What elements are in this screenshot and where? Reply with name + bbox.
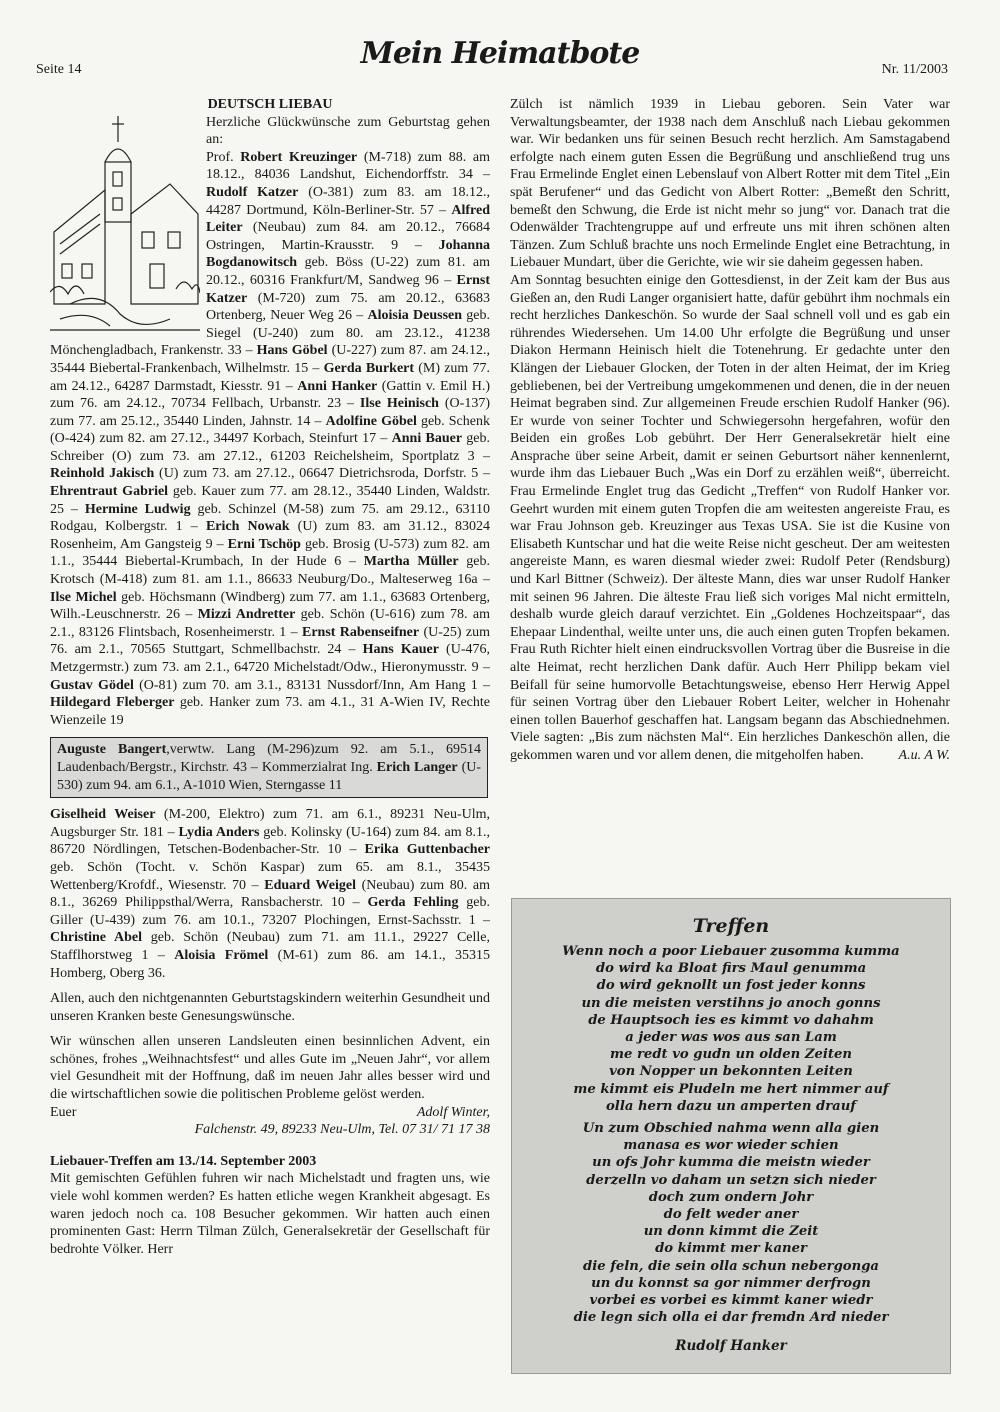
poem-line: do kimmt mer kaner <box>655 1241 807 1257</box>
poem-line: doch zum ondern Johr <box>648 1189 814 1205</box>
person-name: Ernst Rabenseifner <box>301 624 420 640</box>
greeting-text: Wir wünschen allen unseren Landsleuten einen besinnlichen Advent, ein schönes, frohes „Weihnachtsfest“ und alles Gute im „Neuen Jahr“, vor allem viel Gesundheit mit der Hoffnung, daß im neuen Jahr alles besser wird und die wirtschaftlichen sowie die politischen Probleme gelöst werden. <box>50 1034 490 1103</box>
poem-line: de Hauptsoch ies es kimmt vo dahahm <box>588 1012 874 1028</box>
page-number: Seite 14 <box>36 62 82 77</box>
poem-line: die feln, die sein olla schun nebergonga <box>583 1258 879 1274</box>
person-name: Alfred Leiter <box>206 202 490 236</box>
signature-line <box>50 1104 490 1122</box>
poem-line: derzelln vo daham un setzn sich nieder <box>586 1172 876 1188</box>
poem-line: un donn kimmt die Zeit <box>643 1224 819 1240</box>
person-name: Gerda Burkert <box>323 360 415 376</box>
signature-address: Falchenstr. 49, 89233 Neu-Ulm, Tel. 07 31/ 71 17 38 <box>194 1122 490 1138</box>
person-name: Giselheid Weiser <box>50 807 156 823</box>
person-name: Johanna Bogdanowitsch <box>206 237 490 271</box>
person-name: Adolfine Göbel <box>325 413 417 429</box>
person-name: Gerda Fehling <box>367 895 459 911</box>
signature-euer: Euer <box>50 1104 77 1120</box>
masthead-logo: Mein Heimatbote <box>360 36 640 71</box>
poem-line: un die meisten verstihns jo anoch gonns <box>581 995 881 1011</box>
section-title: DEUTSCH LIEBAU <box>207 97 333 112</box>
meeting-text: Mit gemischten Gefühlen fuhren wir nach Michelstadt und fragten uns, wie viele wohl kommen werden? Es hatten etliche wegen Krankheit abgesagt. Es waren jedoch noch ca. 108 Besucher gekommen. Wir hatten auch einen prominenten Gast: Herrn Tilman Zülch, Generalsekretär der Gesellschaft für bedrohte Völker. Herr <box>50 1171 490 1257</box>
poem-line: Wenn noch a poor Liebauer zusomma kumma <box>562 944 900 959</box>
person-name: Auguste Bangert <box>57 742 167 758</box>
person-name: Hildegard Fleberger <box>50 695 175 711</box>
meeting-heading: Liebauer-Treffen am 13./14. September 2003 <box>50 1153 317 1169</box>
person-name: Rudolf Katzer <box>206 184 299 200</box>
person-name: Anni Bauer <box>391 431 463 447</box>
person-name: Erni Tschöp <box>227 536 301 552</box>
poem-title: Treffen <box>692 915 770 937</box>
person-name: Gustav Gödel <box>50 677 134 693</box>
poem-line: do wird ka Bloat firs Maul genumma <box>595 961 867 977</box>
meeting-report-para2-text: Am Sonntag besuchten einige den Gottesdienst, in der Zeit kam der Bus aus Gießen an, den Rudi Langer organisiert hatte, dafür gebührt ihm nochmals ein recht herzliches Dankeschön. So wurde der Saal schnell voll und es gab ein rührendes Wiedersehen. Um 14.00 Uhr erfolgte die Begrüßung und unser Diakon Hermann Heinisch hielt die Totenehrung. Er gedachte unter den Klängen der Liebauer Glocken, der Toten in der alten Heimat, der im Krieg gebliebenen, bei der Vertreibung umgekommenen und denen, die in der neuen Heimat begraben sind. Zur allgemeinen Freude erschien Rudolf Hanker (96). Er wurde von seiner Tochter und Schwiegersohn hergefahren, wofür den Beiden ein großes Lob gebührt. Der Herr Generalsekretär hielt eine Ansprache über seine Arbeit, damit er seinen Geburtsort näher kennenlernt, wurde ihm das Liebauer Buch „Was ein Dorf zu erzählen weiß“, überreicht. Frau Ermelinde Englet trug das Gedicht „Treffen“ von Rudolf Hanker vor. Geehrt wurden mit einem guten Tropfen die am weitesten angereiste Frau, es war Frau Johnson geb. Kreuzinger aus Texas USA. Sie ist die Kusine von Elisabeth Kuntschar und hat die weite Reise nicht gescheut. Der am weitesten angereiste Mann, es waren diesmal wieder zwei: Rudolf Peter (Rendsburg) und Karl Bittner (Schweiz). Der älteste Mann, dies war unser Rudolf Hanker mit seinen 96 Jahren. Die älteste Frau ließ sich voriges Mal nicht ermitteln, deshalb wurde gleich darauf verzichtet. Ein „Goldenes Hochzeitspaar“, das Ehepaar Lindenthal, weilte unter uns, die auch einen guten Tropfen bekamen. Frau Ruth Richter hielt einen eindrucksvollen Vortrag über die Busreise in die alte Heimat, recht herzlichen Dank dafür. Auch Herr Philipp bekam viel Beifall für seine humorvolle Betachtungsweise, ebenso Herr Herwig Appel für seinen Vortrag über den Liebauer Robert Leiter, welcher in Hohenahr einen tollen Bauerhof geschaffen hat. Langsam begann das Abschiednehmen. Viele sagten: „Bis zum nächsten Mal“. Ein herzliches Dankeschön allen, die gekommen waren und vor allem denen, die mitgeholfen haben. <box>510 272 950 763</box>
person-name: Aloisia Deussen <box>367 308 463 324</box>
person-name: Ilse Heinisch <box>359 396 439 412</box>
poem-line: manasa es wor wieder schien <box>623 1138 839 1154</box>
person-name: Lydia Anders <box>178 824 260 840</box>
poem-line: un ofs Johr kumma die meistn wieder <box>592 1155 870 1171</box>
person-name: Erich Nowak <box>205 519 290 535</box>
poem-line: die legn sich olla ei dar fremdn Ard nieder <box>573 1310 889 1326</box>
poem-line: un du konnst sa gor nimmer derfrogn <box>591 1275 871 1291</box>
birthday-intro: Herzliche Glückwünsche zum Geburtstag gehen an: <box>206 114 490 148</box>
poem-line: olla hern dazu un amperten drauf <box>606 1098 856 1114</box>
person-name: Anni Hanker <box>297 378 378 394</box>
poem-lines <box>512 943 950 1326</box>
signature-name: Adolf Winter, <box>416 1104 490 1120</box>
person-name: Mizzi Andretter <box>197 607 296 623</box>
left-column <box>50 96 490 1258</box>
poem-line: me kimmt eis Pludeln me hert nimmer auf <box>573 1081 889 1097</box>
person-name: Ernst Katzer <box>206 272 490 306</box>
poem-line: do felt weder aner <box>663 1207 799 1223</box>
issue-number: Nr. 11/2003 <box>881 62 948 77</box>
person-name: Hans Kauer <box>362 642 439 658</box>
poem-line: von Nopper un bekonnten Leiten <box>609 1064 853 1080</box>
birthday-list-2: Giselheid Weiser (M-200, Elektro) zum 71. am 6.1., 89231 Neu-Ulm, Augsburger Str. 181 – Lydia Anders geb. Kolinsky (U-164) zum 84. am 8.1., 86720 Nördlingen, Tetschen-Bodenbacher-Str. 10 – Erika Guttenbacher geb. Schön (Tocht. v. Schön Kaspar) zum 65. am 8.1., 35435 Wettenberg/Krofdf., Wiesenstr. 70 – Eduard Weigel (Neubau) zum 80. am 8.1., 36269 Philippsthal/Werra, Ransbacherstr. 10 – Gerda Fehling geb. Giller (U-439) zum 76. am 10.1., 73207 Plochingen, Ernst-Sachsstr. 1 – Christine Abel geb. Schön (Neubau) zum 71. am 11.1., 29227 Celle, Stafflhorstweg 1 – Aloisia Frömel (M-61) zum 86. am 14.1., 35315 Homberg, Oberg 36. <box>50 807 491 981</box>
person-name: Erich Langer <box>376 759 458 775</box>
birthday-list: Prof. Robert Kreuzinger (M-718) zum 88. am 18.12., 84036 Landshut, Eichendorffstr. 34 – Rudolf Katzer (O-381) zum 83. am 18.12., 44287 Dortmund, Köln-Berliner-Str. 57 – Alfred Leiter (Neubau) zum 84. am 20.12., 76684 Ostringen, Martin-Krausstr. 9 – Johanna Bogdanowitsch geb. Böss (U-22) zum 81. am 20.12., 60316 Frankfurt/M, Sandweg 96 – Ernst Katzer (M-720) zum 75. am 20.12., 63683 Ortenberg, Neuer Weg 26 – Aloisia Deussen geb. Siegel (U-240) zum 80. am 23.12., 41238 Mönchengladbach, Frankenstr. 33 – Hans Göbel (U-227) zum 87. am 24.12., 35444 Biebertal-Frankenbach, Wilhelmstr. 15 – Gerda Burkert (M) zum 77. am 24.12., 64287 Darmstadt, Kiesstr. 91 – Anni Hanker (Gattin v. Emil H.) zum 76. am 24.12., 70734 Fellbach, Urbanstr. 23 – Ilse Heinisch (O-137) zum 77. am 25.12., 35440 Linden, Jahnstr. 14 – Adolfine Göbel geb. Schenk (O-424) zum 82. am 27.12., 34497 Korbach, Steinfurt 17 – Anni Bauer geb. Schreiber (O) zum 73. am 27.12., 61203 Reichelsheim, Sportplatz 3 – Reinhold Jakisch (U) zum 73. am 27.12., 06647 Dietrichsroda, Dorfstr. 5 – Ehrentraut Gabriel geb. Kauer zum 77. am 28.12., 35440 Linden, Waldstr. 25 – Hermine Ludwig geb. Schinzel (M-58) zum 75. am 29.12., 63110 Rodgau, Kolbergstr. 1 – Erich Nowak (U) zum 83. am 31.12., 83024 Rosenheim, Am Gangsteig 9 – Erni Tschöp geb. Brosig (U-573) zum 82. am 1.1., 35444 Biebertal-Krumbach, In der Hude 6 – Martha Müller geb. Krotsch (M-418) zum 81. am 1.1., 86633 Neuburg/Do., Malteserweg 16a – Ilse Michel geb. Höchsmann (Windberg) zum 77. am 1.1., 63683 Ortenberg, Wilh.-Leuschnerstr. 26 – Mizzi Andretter geb. Schön (U-616) zum 78. am 2.1., 83126 Flintsbach, Rosenheimerstr. 1 – Ernst Rabenseifner (U-25) zum 76. am 2.1., 70565 Stuttgart, Schmellbachstr. 24 – Hans Kauer (U-476, Metzgermstr.) zum 73. am 2.1., 64720 Michelstadt/Odw., Hieronymusstr. 9 – Gustav Gödel (O-81) zum 70. am 3.1., 83131 Nussdorf/Inn, Am Hang 1 – Hildegard Fleberger geb. Hanker zum 73. am 4.1., 31 A-Wien IV, Rechte Wienzeile 19 <box>50 149 491 728</box>
poem-line: me redt vo gudn un olden Zeiten <box>610 1047 852 1063</box>
poem-line: Un zum Obschied nahma wenn alla gien <box>582 1121 880 1137</box>
village-church-sketch <box>50 114 200 332</box>
poem-line: a jeder was wos aus san Lam <box>625 1030 837 1046</box>
person-name: Reinhold Jakisch <box>50 466 155 482</box>
person-name: Erika Guttenbacher <box>364 842 490 858</box>
meeting-report-para1: Zülch ist nämlich 1939 in Liebau geboren. Sein Vater war Verwaltungsbeamter, der 1938 nach dem Anschluß nach Liebau gekommen war. Wir bedanken uns für seinen Besuch recht herzlich. Am Samstagabend erfolgte nach einem guten Essen die Begrüßung und anschließend trug uns Frau Ermelinde Englet einen Lebenslauf von Albert Rotter mit dem Titel „Ein spät Berufener“ und das Gedicht von Albert Rotter: „Bemeßt den Schritt, bemeßt den Schwung, die Erde ist nicht mehr so jung“ vor. Danach trat die Odenwälder Trachtengruppe auf und erfreute uns mit ihren schönen alten Tänzen. Zum Schluß brachte uns noch Ermelinde Englet eine Betrachtung, in Liebauer Mundart, über die Gerichte, wie wir sie daheim gegessen haben. <box>510 97 950 271</box>
poem-author: Rudolf Hanker <box>675 1338 787 1355</box>
person-name: Ilse Michel <box>50 589 117 605</box>
person-name: Eduard Weigel <box>264 877 356 893</box>
person-name: Robert Kreuzinger <box>240 149 358 165</box>
poem-box <box>511 898 951 1374</box>
person-name: Christine Abel <box>50 930 142 946</box>
person-name: Martha Müller <box>363 554 459 570</box>
person-name: Aloisia Frömel <box>174 947 269 963</box>
person-name: Hans Göbel <box>256 343 328 359</box>
highlighted-birthday-text: Auguste Bangert,verwtw. Lang (M-296)zum 92. am 5.1., 69514 Laudenbach/Bergstr., Kirchstr. 43 – Kommerzialrat Ing. Erich Langer (U-530) zum 94. am 6.1., A-1010 Wien, Sterngasse 11 <box>57 742 482 793</box>
person-name: Ehrentraut Gabriel <box>50 484 169 500</box>
highlighted-birthday-box <box>50 737 488 798</box>
author-initials: A.u. A W. <box>898 747 950 763</box>
wishes-text: Allen, auch den nichtgenannten Geburtstagskindern weiterhin Gesundheit und unseren Kranken beste Genesungswünsche. <box>50 991 490 1024</box>
poem-line: vorbei es vorbei es kimmt kaner wiedr <box>589 1293 873 1309</box>
meeting-report-para2 <box>510 272 950 765</box>
poem-line: do wird geknollt un fost jeder konns <box>596 978 866 994</box>
person-name: Hermine Ludwig <box>84 501 191 517</box>
right-column <box>510 96 950 765</box>
